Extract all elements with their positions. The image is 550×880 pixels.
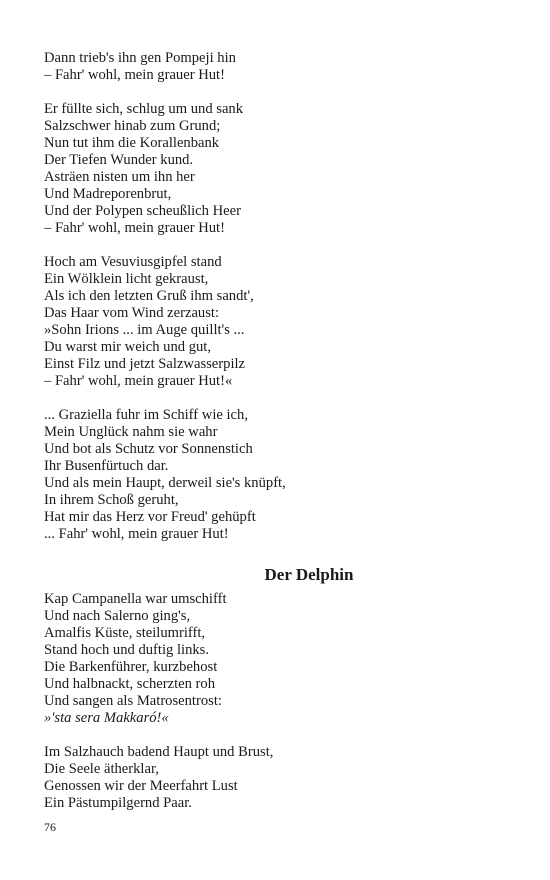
- page-number: 76: [44, 820, 56, 834]
- verse-line: Einst Filz und jetzt Salzwasserpilz: [44, 356, 246, 372]
- verse-line: Die Seele ätherklar,: [44, 761, 159, 777]
- verse-line: Salzschwer hinab zum Grund;: [44, 118, 221, 134]
- stanza: [44, 407, 510, 543]
- stanza: [44, 591, 510, 727]
- verse-line: In ihrem Schoß geruht,: [44, 492, 179, 508]
- verse-line: ... Fahr' wohl, mein grauer Hut!: [44, 526, 229, 542]
- stanza: [44, 50, 510, 84]
- verse-line: Die Barkenführer, kurzbehost: [44, 659, 218, 675]
- verse-line: – Fahr' wohl, mein grauer Hut!: [44, 67, 225, 83]
- verse-line: Asträen nisten um ihn her: [44, 169, 195, 185]
- verse-line: »Sohn Irions ... im Auge quillt's ...: [44, 322, 245, 338]
- verse-line: – Fahr' wohl, mein grauer Hut!: [44, 220, 225, 236]
- verse-line: Genossen wir der Meerfahrt Lust: [44, 778, 238, 794]
- stanza: [44, 744, 510, 812]
- page-content: [44, 50, 510, 812]
- poem-title: Der Delphin: [264, 565, 354, 584]
- verse-line: ... Graziella fuhr im Schiff wie ich,: [44, 407, 248, 423]
- verse-line: Und bot als Schutz vor Sonnenstich: [44, 441, 253, 457]
- verse-line: Der Tiefen Wunder kund.: [44, 152, 194, 168]
- verse-line: Ein Wölklein licht gekraust,: [44, 271, 209, 287]
- verse-line: Dann trieb's ihn gen Pompeji hin: [44, 50, 236, 66]
- stanza: [44, 254, 510, 390]
- verse-line: Nun tut ihm die Korallenbank: [44, 135, 220, 151]
- verse-line: Und sangen als Matrosentrost:: [44, 693, 222, 709]
- verse-line: Und halbnackt, scherzten roh: [44, 676, 216, 692]
- verse-line: Im Salzhauch badend Haupt und Brust,: [44, 744, 274, 760]
- verse-line: Und als mein Haupt, derweil sie's knüpft,: [44, 475, 286, 491]
- stanza: [44, 101, 510, 237]
- verse-line: – Fahr' wohl, mein grauer Hut!«: [44, 373, 233, 389]
- verse-line: Kap Campanella war umschifft: [44, 591, 227, 607]
- verse-line: Hat mir das Herz vor Freud' gehüpft: [44, 509, 256, 525]
- verse-line: Und nach Salerno ging's,: [44, 608, 191, 624]
- verse-line: Ihr Busenfürtuch dar.: [44, 458, 169, 474]
- verse-line: Stand hoch und duftig links.: [44, 642, 209, 658]
- verse-line: Mein Unglück nahm sie wahr: [44, 424, 218, 440]
- verse-line: Du warst mir weich und gut,: [44, 339, 211, 355]
- verse-line: Und der Polypen scheußlich Heer: [44, 203, 241, 219]
- verse-line-italic: »'sta sera Makkaró!«: [44, 710, 169, 726]
- verse-line: Als ich den letzten Gruß ihm sandt',: [44, 288, 254, 304]
- verse-line: Er füllte sich, schlug um und sank: [44, 101, 244, 117]
- verse-line: Ein Pästumpilgernd Paar.: [44, 795, 192, 811]
- verse-line: Amalfis Küste, steilumrifft,: [44, 625, 206, 641]
- verse-line: Und Madreporenbrut,: [44, 186, 172, 202]
- verse-line: Das Haar vom Wind zerzaust:: [44, 305, 220, 321]
- verse-line: Hoch am Vesuviusgipfel stand: [44, 254, 222, 270]
